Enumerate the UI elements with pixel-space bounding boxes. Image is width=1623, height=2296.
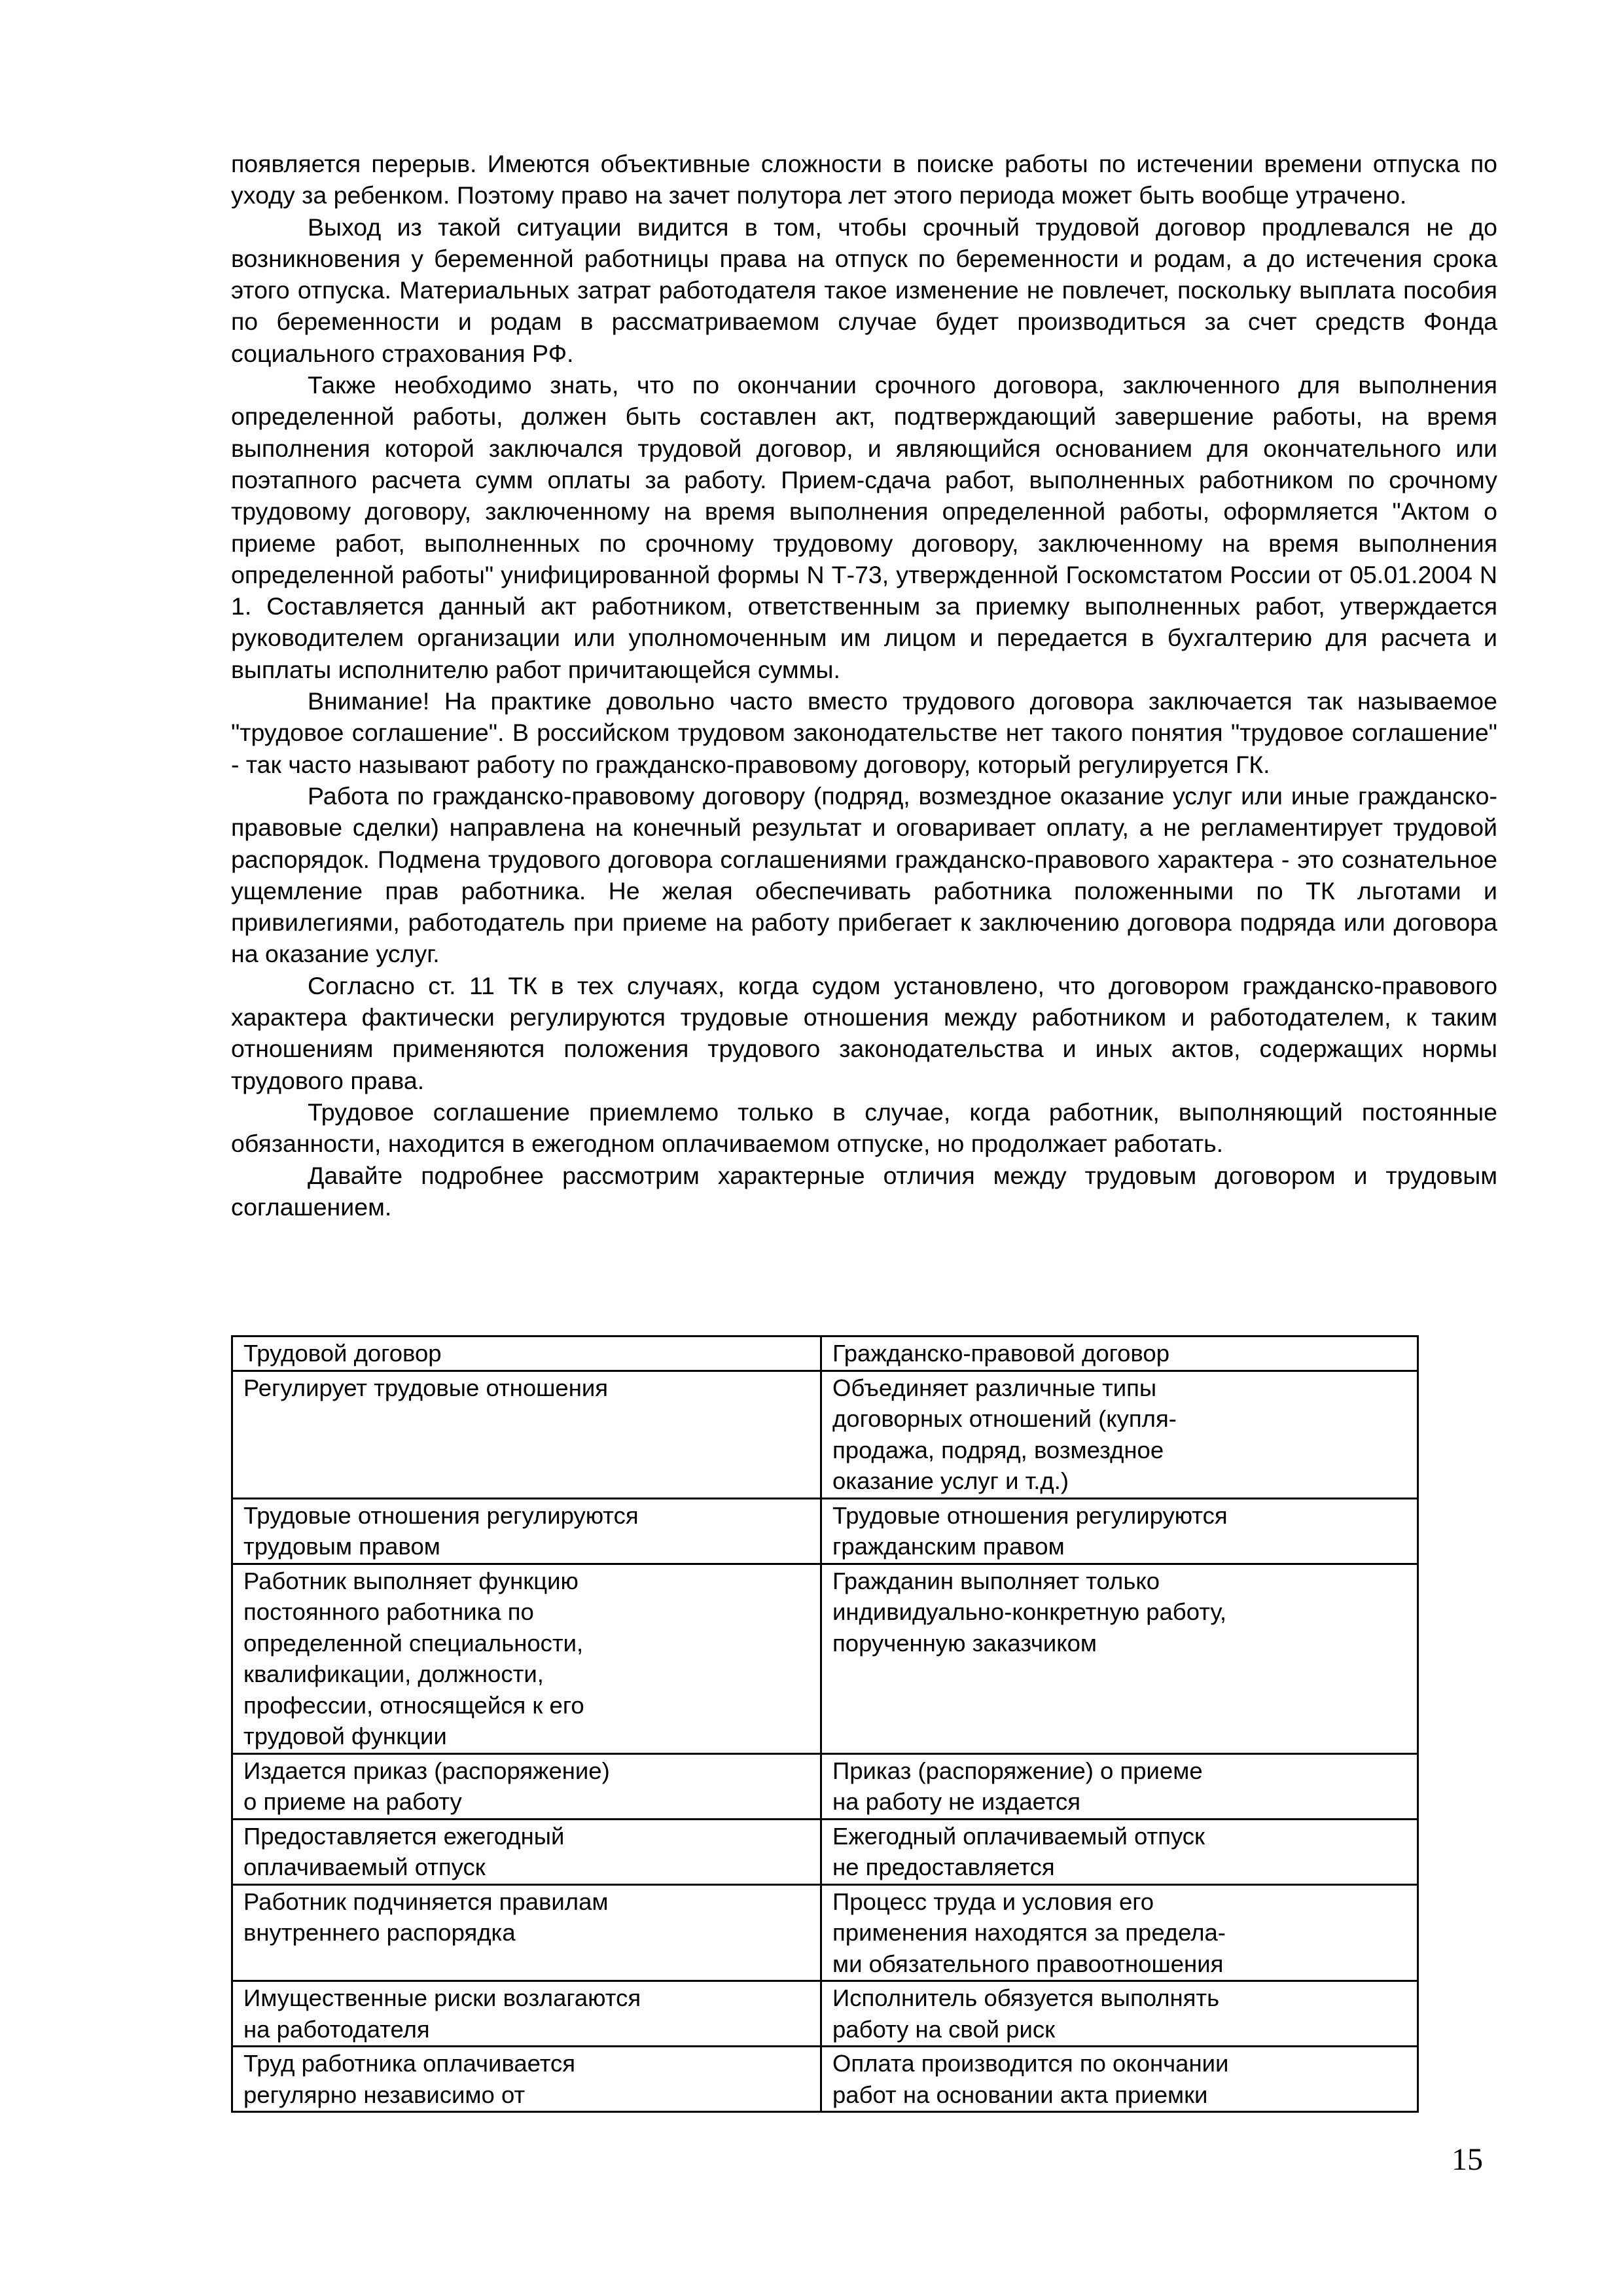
table-row xyxy=(232,1498,1418,1564)
page-number: 15 xyxy=(1452,2142,1483,2177)
cell-civil-contract: Объединяет различные типы договорных отношений (купля- продажа, подряд, возмездное оказание услуг и т.д.) xyxy=(821,1371,1418,1498)
cell-labor-contract: Трудовые отношения регулируются трудовым правом xyxy=(232,1498,821,1564)
comparison-table xyxy=(231,1335,1419,2113)
paragraph: Трудовое соглашение приемлемо только в случае, когда работник, выполняющий постоянные обязанности, находится в ежегодном оплачиваемом отпуске, но продолжает работать. xyxy=(231,1098,1497,1158)
table-header-row xyxy=(232,1336,1418,1371)
paragraph: Согласно ст. 11 ТК в тех случаях, когда судом установлено, что договором гражданско-правового характера фактически регулируются трудовые отношения между работником и работодателем, к таким отношениям применяются положения трудового законодательства и иных актов, содержащих нормы трудового права. xyxy=(231,971,1497,1094)
cell-civil-contract: Ежегодный оплачиваемый отпуск не предоставляется xyxy=(821,1819,1418,1884)
cell-civil-contract: Процесс труда и условия его применения находятся за предела- ми обязательного правоотношения xyxy=(821,1884,1418,1981)
cell-civil-contract: Исполнитель обязуется выполнять работу на свой риск xyxy=(821,1981,1418,2047)
cell-civil-contract: Оплата производится по окончании работ на основании акта приемки xyxy=(821,2047,1418,2112)
cell-civil-contract: Гражданин выполняет только индивидуально-конкретную работу, порученную заказчиком xyxy=(821,1564,1418,1753)
paragraph: Работа по гражданско-правовому договору (подряд, возмездное оказание услуг или иные гражданско-правовые сделки) направлена на конечный результат и оговаривает оплату, а не регламентирует трудовой распорядок. Подмена трудового договора соглашениями гражданско-правового характера - это сознательное ущемление прав работника. Не желая обеспечивать работника положенными по ТК льготами и привилегиями, работодатель при приеме на работу прибегает к заключению договора подряда или договора на оказание услуг. xyxy=(231,781,1497,968)
table-row xyxy=(232,1564,1418,1753)
paragraph: Также необходимо знать, что по окончании срочного договора, заключенного для выполнения определенной работы, должен быть составлен акт, подтверждающий завершение работы, на время выполнения которой заключался трудовой договор, и являющийся основанием для окончательного или поэтапного расчета сумм оплаты за работу. Прием-сдача работ, выполненных работником по срочному трудовому договору, заключенному на время выполнения определенной работы, оформляется "Актом о приеме работ, выполненных по срочному трудовому договору, заключенному на время выполнения определенной работы" унифицированной формы N Т-73, утвержденной Госкомстатом России от 05.01.2004 N 1. Составляется данный акт работником, ответственным за приемку выполненных работ, утверждается руководителем организации или уполномоченным им лицом и передается в бухгалтерию для расчета и выплаты исполнителю работ причитающейся суммы. xyxy=(231,371,1497,683)
body-text xyxy=(231,148,1497,1223)
table-row xyxy=(232,1819,1418,1884)
table-row xyxy=(232,1753,1418,1819)
cell-civil-contract: Приказ (распоряжение) о приеме на работу не издается xyxy=(821,1753,1418,1819)
table-row xyxy=(232,1981,1418,2047)
paragraph: появляется перерыв. Имеются объективные сложности в поиске работы по истечении времени отпуска по уходу за ребенком. Поэтому право на зачет полутора лет этого периода может быть вообще утрачено. xyxy=(231,150,1497,209)
cell-labor-contract: Регулирует трудовые отношения xyxy=(232,1371,821,1498)
cell-labor-contract: Работник выполняет функцию постоянного работника по определенной специальности, квалификации, должности, профессии, относящейся к его трудовой функции xyxy=(232,1564,821,1753)
table-row xyxy=(232,2047,1418,2112)
cell-civil-contract: Трудовые отношения регулируются гражданским правом xyxy=(821,1498,1418,1564)
cell-labor-contract: Издается приказ (распоряжение) о приеме на работу xyxy=(232,1753,821,1819)
header-cell-civil-contract: Гражданско-правовой договор xyxy=(821,1336,1418,1371)
header-cell-labor-contract: Трудовой договор xyxy=(232,1336,821,1371)
cell-labor-contract: Работник подчиняется правилам внутреннего распорядка xyxy=(232,1884,821,1981)
table-row xyxy=(232,1371,1418,1498)
paragraph: Давайте подробнее рассмотрим характерные отличия между трудовым договором и трудовым соглашением. xyxy=(231,1161,1497,1221)
cell-labor-contract: Труд работника оплачивается регулярно независимо от xyxy=(232,2047,821,2112)
paragraph: Выход из такой ситуации видится в том, чтобы срочный трудовой договор продлевался не до возникновения у беременной работницы права на отпуск по беременности и родам, а до истечения срока этого отпуска. Материальных затрат работодателя такое изменение не повлечет, поскольку выплата пособия по беременности и родам в рассматриваемом случае будет производиться за счет средств Фонда социального страхования РФ. xyxy=(231,213,1497,367)
cell-labor-contract: Предоставляется ежегодный оплачиваемый отпуск xyxy=(232,1819,821,1884)
cell-labor-contract: Имущественные риски возлагаются на работодателя xyxy=(232,1981,821,2047)
table-row xyxy=(232,1884,1418,1981)
paragraph: Внимание! На практике довольно часто вместо трудового договора заключается так называемое "трудовое соглашение". В российском трудовом законодательстве нет такого понятия "трудовое соглашение" - так часто называют работу по гражданско-правовому договору, который регулируется ГК. xyxy=(231,687,1497,778)
